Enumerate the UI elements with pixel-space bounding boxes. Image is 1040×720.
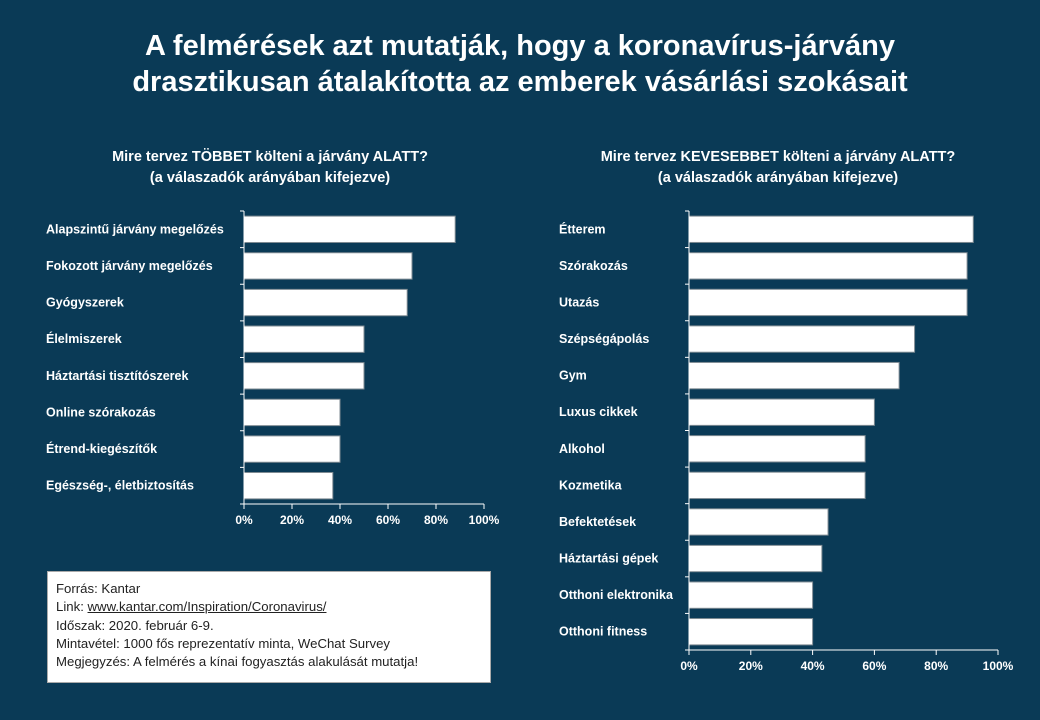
right-x-tick-label: 80% [924,659,949,673]
left-x-tick-label: 0% [235,513,253,527]
left-x-tick-label: 20% [279,513,305,527]
right-x-tick-label: 40% [800,659,825,673]
right-bar [689,472,865,498]
note-line: Megjegyzés: A felmérés a kínai fogyasztás alakulását mutatja! [56,654,419,670]
left-chart-subtitle-line: (a válaszadók arányában kifejezve) [149,170,391,186]
left-category-label: Online szórakozás [46,405,156,420]
source-line: Forrás: Kantar [56,581,141,596]
right-category-label: Befektetések [559,514,637,529]
source-link-line: Link: www.kantar.com/Inspiration/Coronavirus/ [56,599,327,615]
right-bar [689,545,822,571]
left-x-tick-label: 100% [468,513,500,527]
left-category-label: Háztartási tisztítószerek [46,368,189,383]
left-x-tick-label: 40% [327,513,353,527]
source-link[interactable]: www.kantar.com/Inspiration/Coronavirus/ [87,599,327,615]
right-x-tick-label: 0% [680,659,698,673]
left-category-label: Étrend-kiegészítők [46,442,158,457]
right-chart-title-line: Mire tervez KEVESEBBET költeni a járvány ALATT? [600,149,956,165]
right-category-label: Szórakozás [559,258,628,273]
title-line-1: A felmérések azt mutatják, hogy a koronavírus-járvány [145,30,895,62]
left-category-label: Egészség-, életbiztosítás [46,478,194,493]
right-x-tick-label: 100% [982,659,1014,673]
right-category-label: Étterem [559,222,606,237]
right-bar [689,216,973,242]
right-bar [689,326,915,352]
left-x-tick-label: 80% [423,513,449,527]
left-category-label: Élelmiszerek [46,332,122,347]
left-category-label: Alapszintű járvány megelőzés [46,222,224,237]
period-line: Időszak: 2020. február 6-9. [56,617,214,633]
right-x-tick-label: 20% [738,659,763,673]
right-bar [689,509,828,535]
right-bar [689,619,813,645]
left-chart-title-line: Mire tervez TÖBBET költeni a járvány ALATT? [112,149,428,165]
right-bar [689,362,899,388]
right-chart-subtitle-line: (a válaszadók arányában kifejezve) [657,170,899,186]
right-category-label: Utazás [559,295,600,310]
right-category-label: Otthoni fitness [559,624,648,639]
sample-line: Mintavétel: 1000 fős reprezentatív minta, WeChat Survey [56,635,391,651]
right-category-label: Luxus cikkek [559,405,638,420]
right-category-label: Otthoni elektronika [559,588,673,603]
right-bar [689,399,874,425]
right-bar [689,582,813,608]
left-category-label: Gyógyszerek [46,295,124,310]
right-bar [689,289,967,315]
right-x-tick-label: 60% [862,659,887,673]
left-category-label: Fokozott járvány megelőzés [46,258,213,273]
right-category-label: Gym [559,368,587,383]
right-bar [689,436,865,462]
right-category-label: Alkohol [559,441,605,456]
right-category-label: Szépségápolás [559,332,650,347]
left-x-tick-label: 60% [375,513,401,527]
right-category-label: Háztartási gépek [559,551,659,566]
right-category-label: Kozmetika [559,478,622,493]
source-box [47,571,491,683]
title-line-2: drasztikusan átalakította az emberek vásárlási szokásait [132,66,908,98]
right-bar [689,253,967,279]
